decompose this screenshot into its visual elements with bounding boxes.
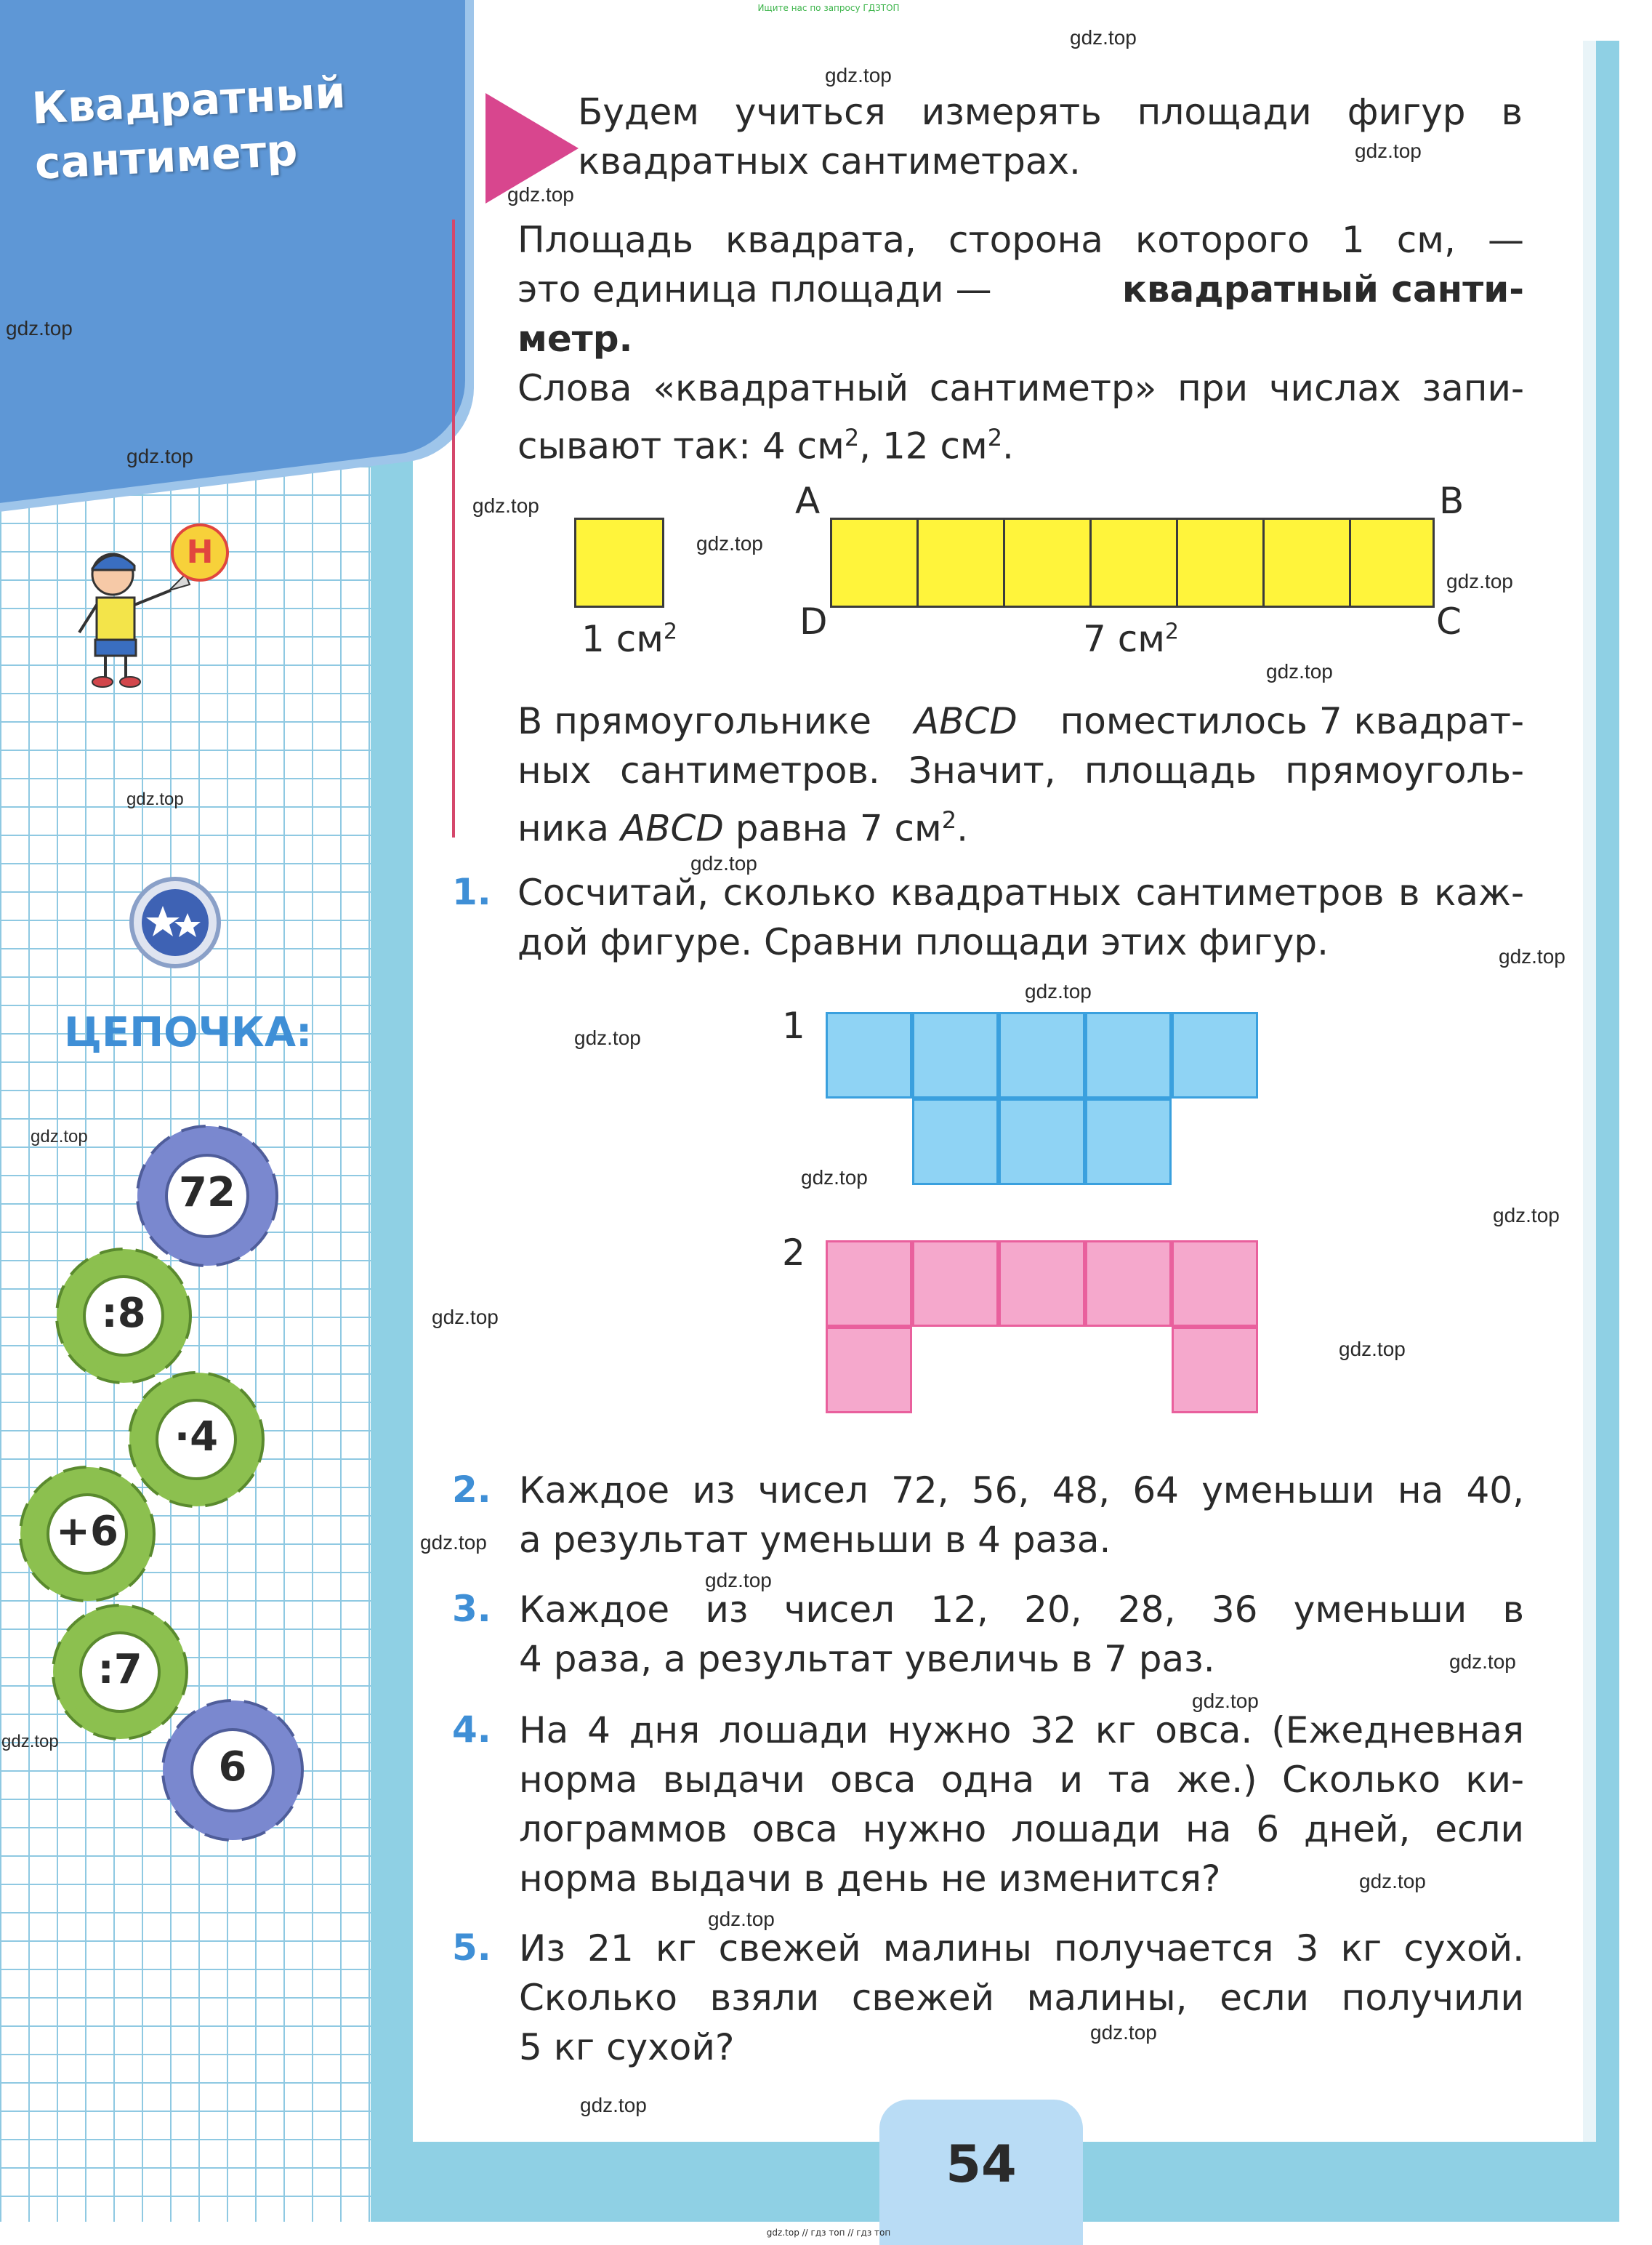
corner-b: B [1439, 480, 1464, 522]
shape-1-label: 1 [782, 1005, 805, 1047]
watermark: gdz.top [1266, 660, 1333, 683]
blue-cell [999, 1099, 1085, 1185]
task-number: 5. [452, 1927, 491, 1969]
gear-label: ·4 [174, 1413, 219, 1461]
blue-cell [1172, 1012, 1258, 1099]
pink-cell [912, 1240, 999, 1327]
watermark: gdz.top [472, 494, 539, 517]
task-3-text [519, 1585, 1524, 1684]
blue-cell [1085, 1099, 1172, 1185]
gear-plus6 [7, 1454, 167, 1614]
watermark: gdz.top [1070, 26, 1137, 49]
page-title [31, 64, 370, 192]
task-5-text [519, 1924, 1524, 2072]
stars-icon [134, 881, 217, 964]
pink-cell [999, 1240, 1085, 1327]
unit-square-label [581, 618, 677, 660]
concl-abcd: ABCD [914, 700, 1018, 742]
concl-line1-a: В прямоугольнике [517, 700, 872, 742]
task-line: лограммов овса нужно лошади на 6 дней, если [519, 1808, 1524, 1850]
task-line: Каждое из чисел 72, 56, 48, 64 уменьши на 40, [519, 1469, 1524, 1511]
corner-d: D [799, 601, 828, 643]
watermark: gdz.top [1493, 1204, 1560, 1226]
gear-label: :7 [97, 1646, 142, 1693]
sup-2: 2 [941, 806, 957, 834]
shape-2 [826, 1240, 1262, 1415]
definition-margin-line [452, 220, 455, 838]
intro-text [578, 87, 1523, 186]
watermark: gdz.top [708, 1908, 775, 1930]
pink-cell [826, 1327, 912, 1413]
gear-label: 72 [179, 1169, 235, 1216]
task-number: 1. [452, 871, 491, 913]
concl-abcd: ABCD [620, 807, 724, 850]
task-number: 2. [452, 1469, 491, 1511]
watermark: gdz.top [690, 852, 757, 875]
watermark: gdz.top [801, 1166, 868, 1189]
unit-label-text: 1 см [581, 618, 664, 660]
conclusion-text [517, 696, 1524, 854]
def-line2 [517, 265, 1524, 314]
rect-area-label [1083, 618, 1179, 660]
shape-1 [826, 1012, 1262, 1186]
watermark: gdz.top [705, 1569, 772, 1591]
intro-line2: квадратных сантиметрах. [578, 140, 1081, 182]
watermark: gdz.top [432, 1306, 499, 1328]
watermark: gdz.top [420, 1531, 487, 1554]
def-line2-b: квадратный санти- [1121, 268, 1524, 310]
watermark: gdz.top [1, 1732, 59, 1751]
mascot [69, 523, 243, 698]
rectangle-abcd [830, 518, 1435, 608]
corner-c: C [1436, 601, 1462, 643]
watermark: gdz.top [1339, 1338, 1406, 1360]
unit-square [574, 518, 664, 608]
task-1-text [517, 868, 1524, 967]
rect-cell [1351, 520, 1433, 606]
blue-cell [1085, 1012, 1172, 1099]
watermark: gdz.top [1025, 980, 1092, 1003]
watermark: gdz.top [580, 2094, 647, 2116]
rect-cell [919, 520, 1005, 606]
watermark: gdz.top [1355, 140, 1422, 162]
watermark: gdz.top [1499, 945, 1566, 968]
def-line3 [517, 314, 1524, 364]
rect-cell [832, 520, 919, 606]
intro-line1: Будем учиться измерять площади фигур в [578, 91, 1523, 133]
watermark: gdz.top [1446, 570, 1513, 593]
task-2-text [519, 1466, 1524, 1565]
sup-2: 2 [663, 619, 678, 645]
def-line1: Площадь квадрата, сторона которого 1 см, — [517, 219, 1524, 261]
watermark: gdz.top [696, 532, 763, 555]
mascot-badge: Н [171, 523, 229, 582]
gear-label: :8 [101, 1290, 146, 1337]
sup-2: 2 [1164, 619, 1180, 645]
watermark: gdz.top [6, 317, 73, 340]
rect-cell [1005, 520, 1092, 606]
pink-cell [1172, 1327, 1258, 1413]
task-number: 3. [452, 1588, 491, 1630]
sup-2: 2 [844, 424, 860, 451]
watermark: gdz.top [31, 1127, 88, 1146]
task-number: 4. [452, 1708, 491, 1751]
task-line: Из 21 кг свежей малины получается 3 кг сухой. [519, 1927, 1524, 1969]
concl-line3-c: равна 7 см [735, 807, 942, 850]
concl-line3 [517, 795, 1524, 854]
task-line: 4 раза, а результат увеличь в 7 раз. [519, 1638, 1215, 1680]
blue-cell [912, 1012, 999, 1099]
def-line3-bold: метр. [517, 318, 633, 360]
pink-cell [1172, 1240, 1258, 1327]
concl-line2: ных сантиметров. Значит, площадь прямоуголь- [517, 750, 1524, 792]
watermark: gdz.top [1192, 1690, 1259, 1712]
rect-label-text: 7 см [1083, 618, 1165, 660]
def-line5 [517, 413, 1524, 471]
definition-text [517, 215, 1524, 471]
watermark: gdz.top [1449, 1650, 1516, 1673]
watermark: gdz.top [1090, 2021, 1157, 2044]
gear-label: +6 [56, 1508, 118, 1555]
watermark: gdz.top [1359, 1870, 1426, 1892]
bottom-banner: gdz.top // гдз топ // гдз топ [766, 2228, 891, 2238]
watermark: gdz.top [126, 445, 193, 467]
watermark: gdz.top [507, 183, 574, 206]
def-line4: Слова «квадратный сантиметр» при числах запи- [517, 367, 1524, 409]
rect-cell [1092, 520, 1178, 606]
corner-a: A [795, 480, 821, 522]
concl-line3-a: ника [517, 807, 610, 850]
watermark: gdz.top [574, 1027, 641, 1049]
task-line: Сосчитай, сколько квадратных сантиметров в каж- [517, 872, 1524, 914]
task-line: норма выдачи в день не изменится? [519, 1858, 1221, 1900]
top-banner[interactable]: Ищите нас по запросу ГДЗТОП [757, 3, 900, 13]
def-line5-c: . [1002, 425, 1014, 467]
task-line: дой фигуре. Сравни площади этих фигур. [517, 921, 1329, 963]
blue-cell [912, 1099, 999, 1185]
task-line: 5 кг сухой? [519, 2026, 735, 2068]
concl-line1-c: поместилось 7 квадрат- [1060, 700, 1524, 742]
blue-cell [999, 1012, 1085, 1099]
page-title-line2: сантиметр [33, 124, 299, 190]
sup-2: 2 [987, 424, 1003, 451]
task-line: На 4 дня лошади нужно 32 кг овса. (Ежедневная [519, 1709, 1524, 1751]
chain-title: ЦЕПОЧКА: [64, 1009, 313, 1056]
pink-cell [826, 1240, 912, 1327]
blue-cell [826, 1012, 912, 1099]
gear-6 [149, 1687, 316, 1854]
gear-label: 6 [218, 1743, 247, 1791]
def-line5-a: сывают так: 4 см [517, 425, 845, 467]
rect-cell [1178, 520, 1265, 606]
concl-line1 [517, 696, 1524, 746]
shape-2-label: 2 [782, 1232, 805, 1274]
task-line: а результат уменьши в 4 раза. [519, 1519, 1111, 1561]
rect-cell [1265, 520, 1351, 606]
watermark: gdz.top [825, 64, 892, 87]
page-title-line1: Квадратный [31, 67, 347, 134]
def-line5-b: , 12 см [859, 425, 988, 467]
page-number: 54 [946, 2134, 1017, 2194]
task-line: Сколько взяли свежей малины, если получили [519, 1977, 1524, 2019]
stars-badge [129, 877, 221, 968]
pink-cell [1085, 1240, 1172, 1327]
task-line: Каждое из чисел 12, 20, 28, 36 уменьши в [519, 1589, 1524, 1631]
task-line: норма выдачи овса одна и та же.) Сколько ки- [519, 1759, 1524, 1801]
watermark: gdz.top [126, 790, 184, 809]
concl-line3-d: . [956, 807, 969, 850]
def-line2-a: это единица площади — [517, 268, 992, 310]
